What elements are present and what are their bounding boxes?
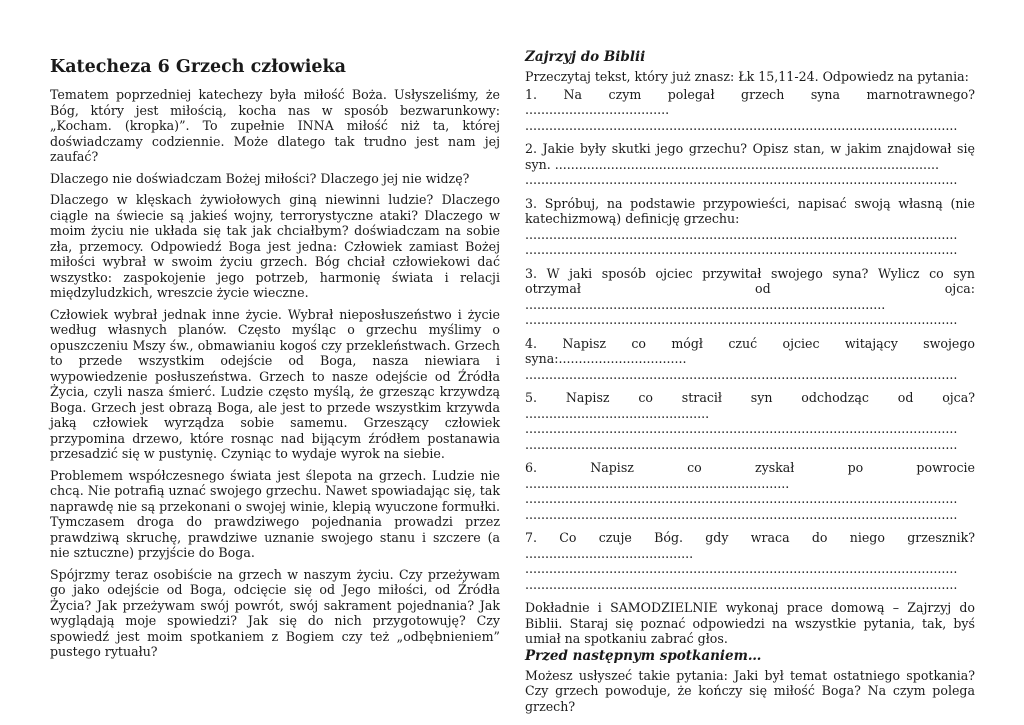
paragraph-disasters: Dlaczego w klęskach żywiołowych giną niewinni ludzie? Dlaczego ciągle na świecie są jakieś wojny, terrorystyczne ataki? Dlaczego w moim życiu nie układa się tak jak chciałbym? doświadczam na sobie zła, przemocy. Odpowiedź Boga jest jedna: Człowiek zamiast Bożej miłości wybrał w swoim życiu grzech. Bóg chciał człowiekowi dać wszystko: zaspokojenie jego potrzeb, harmonię świata i relacji międzyludzkich, wreszcie życie wieczne. [50, 192, 500, 300]
answer-line[interactable]: ............................................................................................................ [525, 117, 958, 133]
question-3-definition [525, 196, 975, 258]
paragraph-blindness: Problemem współczesnego świata jest ślepota na grzech. Ludzie nie chcą. Nie potrafią uznać swojego grzechu. Nawet spowiadając się, tak naprawdę nie są przekonani o swojej winie, klepią wyuczone formułki. Tymczasem droga do prawdziwego pojednania prowadzi przez prawdziwą skruchę, prawdziwe uznanie swojego stanu i szczere (a nie sztuczne) przyjście do Boga. [50, 467, 500, 560]
question-text: 2. Jakie były skutki jego grzechu? Opisz stan, w jakim znajdował się syn. ................................................................................................ [525, 141, 975, 172]
answer-line[interactable]: ............................................................................................................ [525, 312, 958, 327]
left-column [50, 50, 500, 666]
question-text: 3. Spróbuj, na podstawie przypowieści, napisać swoją własną (nie katechizmową) definicję grzechu: [525, 195, 975, 226]
answer-line[interactable]: ............................................................................................................ [525, 172, 958, 187]
question-2 [525, 141, 975, 188]
question-text: 4. Napisz co mógł czuć ojciec witający swojego syna:................................ [525, 335, 975, 366]
question-text: 1. Na czym polegał grzech syna marnotrawnego? .................................... [525, 86, 975, 117]
answer-line[interactable]: ............................................................................................................ [525, 226, 958, 242]
next-meeting-heading: Przed następnym spotkaniem… [525, 647, 762, 664]
answer-line[interactable]: ............................................................................................................ [525, 506, 958, 522]
question-text: 6. Napisz co zyskał po powrocie .................................................................. [525, 460, 975, 491]
answer-line[interactable]: ............................................................................................................ [525, 366, 958, 382]
answer-line[interactable]: ............................................................................................................ [525, 491, 958, 506]
paragraph-reflection: Spójrzmy teraz osobiście na grzech w naszym życiu. Czy przeżywam go jako odejście od Boga, odcięcie się od Jego miłości, od Źródła Życia? Jak przeżywam swój powrót, swój sakrament pojednania? Jak wyglądają moje spowiedzi? Jak się do nich przygotowuję? Czy spowiedź jest moim spotkaniem z Bogiem czy też „odbębnieniem” pustego rytuału? [50, 566, 500, 659]
paragraph-choice: Człowiek wybrał jednak inne życie. Wybrał nieposłuszeństwo i życie według własnych planów. Często myśląc o grzechu myślimy o opuszczeniu Mszy św., obmawianiu kogoś czy przekleństwach. Grzech to przede wszystkim odejście od Boga, nasza niewiara i wypowiedzenie posłuszeństwa. Grzech to nasze odejście od Źródła Życia, czyli nasza śmierć. Ludzie często myślą, że grzesząc krzywdzą Boga. Grzech jest obrazą Boga, ale jest to przede wszystkim krzywda jaką człowiek wyrządza sobie samemu. Grzeszący człowiek przypomina drzewo, które rosnąc nad bijącym źródłem postanawia przesadzić się w pustynię. Czyniąc to wydaje wyrok na siebie. [50, 306, 500, 461]
bible-section-heading: Zajrzyj do Biblii [525, 49, 646, 65]
answer-line[interactable]: ............................................................................................................ [525, 561, 958, 576]
question-7 [525, 530, 975, 592]
paragraph-intro: Tematem poprzedniej katechezy była miłość Boża. Usłyszeliśmy, że Bóg, który jest miłością, kocha nas w sposób bezwarunkowy: „Kocham. (kropka)”. To zupełnie INNA miłość niż ta, której doświadczamy codziennie. Może dlatego tak trudno jest nam jej zaufać? [50, 87, 500, 164]
question-4 [525, 336, 975, 383]
answer-line[interactable]: ............................................................................................................ [525, 436, 958, 452]
question-text: 5. Napisz co stracił syn odchodząc od ojca? .............................................. [525, 390, 975, 421]
question-5 [525, 390, 975, 452]
answer-line[interactable]: ............................................................................................................ [525, 576, 958, 592]
question-1 [525, 87, 975, 134]
homework-note: Dokładnie i SAMODZIELNIE wykonaj prace domową – Zajrzyj do Biblii. Staraj się poznać odpowiedzi na wszystkie pytania, tak, byś umiał na spotkaniu zabrać głos. [525, 600, 975, 646]
right-column [525, 48, 975, 714]
question-6 [525, 460, 975, 522]
answer-line[interactable]: ............................................................................................................ [525, 421, 958, 436]
page-title: Katecheza 6 Grzech człowieka [50, 57, 346, 77]
question-text: 3. W jaki sposób ojciec przywitał swojego syna? Wylicz co syn otrzymał od ojca: .......................................................................................... [525, 265, 975, 312]
bible-section-intro: Przeczytaj tekst, który już znasz: Łk 15,11-24. Odpowiedz na pytania: [525, 69, 969, 84]
paragraph-question: Dlaczego nie doświadczam Bożej miłości? Dlaczego jej nie widzę? [50, 170, 470, 186]
next-meeting-text: Możesz usłyszeć takie pytania: Jaki był temat ostatniego spotkania? Czy grzech powoduje, że kończy się miłość Boga? Na czym polega grzech? [525, 667, 975, 714]
question-text: 7. Co czuje Bóg. gdy wraca do niego grzesznik? .......................................... [525, 530, 975, 561]
question-3-greeting [525, 266, 975, 328]
answer-line[interactable]: ............................................................................................................ [525, 242, 958, 257]
